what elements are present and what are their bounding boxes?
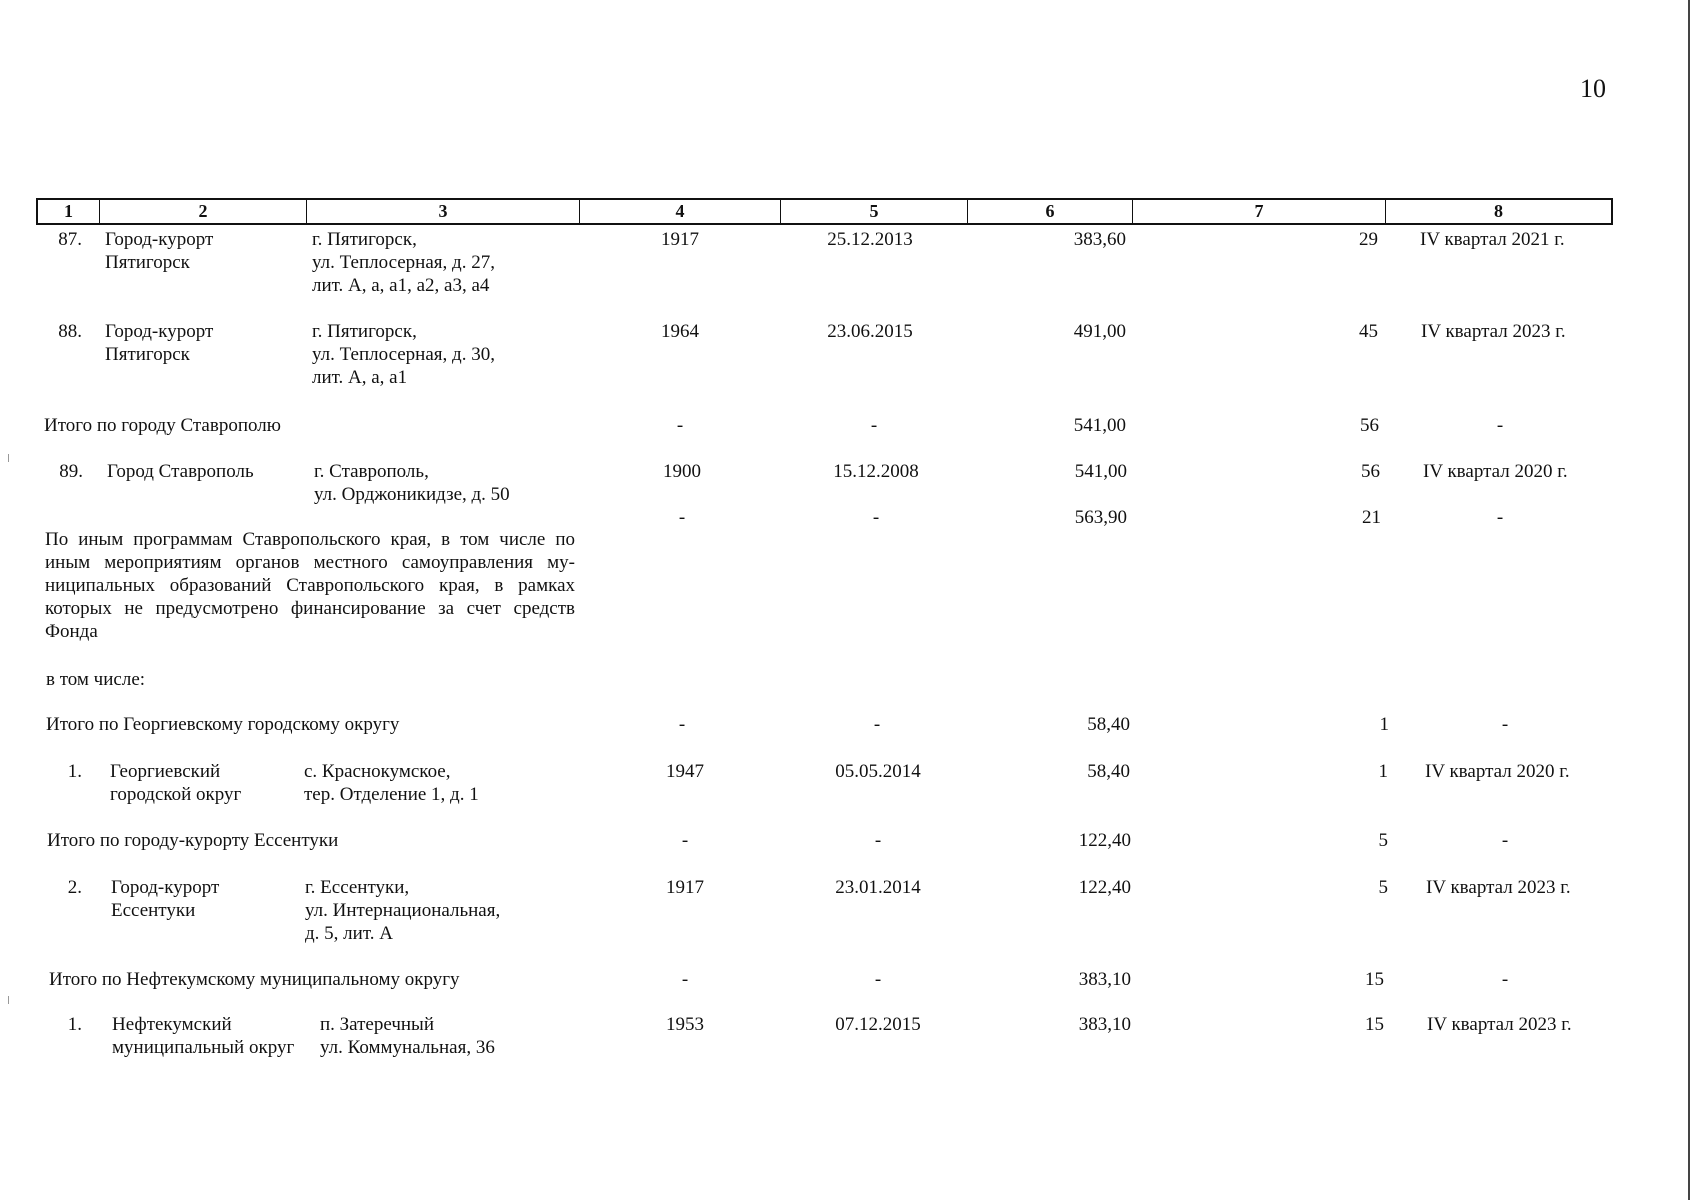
emergency-date: -: [874, 830, 882, 851]
address-line: г. Ессентуки,: [305, 877, 410, 898]
header-col-1: 1: [38, 200, 100, 223]
area-value: 122,40: [1078, 830, 1131, 851]
area-value: 383,10: [1078, 969, 1131, 990]
deadline: -: [1501, 969, 1509, 990]
municipality-line: муниципальный округ: [112, 1037, 295, 1058]
row-number: 87.: [58, 229, 82, 250]
table-header-row: [36, 198, 1613, 225]
including-label: в том числе:: [46, 669, 146, 690]
address-line: г. Пятигорск,: [312, 229, 417, 250]
header-col-3: 3: [307, 200, 580, 223]
municipality-line: Пятигорск: [105, 252, 190, 273]
emergency-date: -: [872, 507, 880, 528]
emergency-date: 07.12.2015: [835, 1014, 921, 1035]
subtotal-label: Итого по городу-курорту Ессентуки: [47, 830, 339, 851]
deadline: IV квартал 2023 г.: [1421, 321, 1566, 342]
municipality-line: Город-курорт: [105, 229, 214, 250]
address-line: д. 5, лит. А: [305, 923, 393, 944]
emergency-date: 23.01.2014: [835, 877, 921, 898]
header-col-4: 4: [580, 200, 781, 223]
area-value: 541,00: [1074, 461, 1127, 482]
address-line: ул. Теплосерная, д. 30,: [312, 344, 495, 365]
year-built: 1947: [666, 761, 704, 782]
deadline: -: [1496, 507, 1504, 528]
header-col-5: 5: [781, 200, 968, 223]
address-line: ул. Орджоникидзе, д. 50: [314, 484, 510, 505]
address-line: ул. Теплосерная, д. 27,: [312, 252, 495, 273]
deadline: IV квартал 2023 г.: [1427, 1014, 1572, 1035]
year-built: 1917: [666, 877, 704, 898]
municipality-line: Город-курорт: [105, 321, 214, 342]
area-value: 563,90: [1074, 507, 1127, 528]
row-number: 89.: [59, 461, 83, 482]
area-value: 383,60: [1073, 229, 1126, 250]
emergency-date: -: [873, 714, 881, 735]
year-built: 1964: [661, 321, 699, 342]
address-line: тер. Отделение 1, д. 1: [304, 784, 479, 805]
deadline: -: [1501, 830, 1509, 851]
area-value: 58,40: [1087, 714, 1130, 735]
municipality-line: Пятигорск: [105, 344, 190, 365]
header-col-8: 8: [1494, 201, 1503, 221]
year-built: -: [678, 507, 686, 528]
year-built: -: [681, 830, 689, 851]
row-number: 88.: [58, 321, 82, 342]
deadline: IV квартал 2023 г.: [1426, 877, 1571, 898]
page-number: 10: [1580, 74, 1606, 103]
municipality-line: Город-курорт: [111, 877, 220, 898]
header-col-7: 7: [1133, 200, 1386, 223]
row-number: 1.: [67, 761, 82, 782]
address-line: лит. А, а, а1: [312, 367, 408, 388]
people-count: 29: [1359, 229, 1378, 250]
row-number: 2.: [67, 877, 82, 898]
deadline: -: [1501, 714, 1509, 735]
subtotal-label: Итого по Нефтекумскому муниципальному округу: [49, 969, 460, 990]
header-col-2: 2: [100, 200, 307, 223]
address-line: г. Пятигорск,: [312, 321, 417, 342]
subtotal-label: Итого по Георгиевскому городскому округу: [46, 714, 400, 735]
area-value: 122,40: [1078, 877, 1131, 898]
people-count: 1: [1379, 714, 1389, 735]
deadline: IV квартал 2021 г.: [1420, 229, 1565, 250]
people-count: 15: [1365, 1014, 1384, 1035]
people-count: 5: [1378, 877, 1388, 898]
scan-mark: [8, 454, 9, 462]
people-count: 45: [1359, 321, 1378, 342]
header-col-6: 6: [968, 200, 1133, 223]
address-line: п. Затеречный: [320, 1014, 434, 1035]
address-line: ул. Интернациональная,: [305, 900, 501, 921]
deadline: IV квартал 2020 г.: [1423, 461, 1568, 482]
emergency-date: 25.12.2013: [827, 229, 913, 250]
municipality-line: Георгиевский: [110, 761, 221, 782]
area-value: 491,00: [1073, 321, 1126, 342]
people-count: 56: [1360, 415, 1379, 436]
emergency-date: 05.05.2014: [835, 761, 921, 782]
area-value: 383,10: [1078, 1014, 1131, 1035]
year-built: 1917: [661, 229, 699, 250]
emergency-date: -: [870, 415, 878, 436]
address-line: г. Ставрополь,: [314, 461, 429, 482]
municipality-line: городской округ: [110, 784, 242, 805]
people-count: 21: [1362, 507, 1381, 528]
year-built: -: [681, 969, 689, 990]
scan-edge-line: [1688, 0, 1690, 1200]
area-value: 541,00: [1073, 415, 1126, 436]
municipality-line: Нефтекумский: [112, 1014, 232, 1035]
emergency-date: 15.12.2008: [833, 461, 919, 482]
municipality-line: Город Ставрополь: [107, 461, 254, 482]
people-count: 5: [1378, 830, 1388, 851]
deadline: -: [1496, 415, 1504, 436]
people-count: 1: [1378, 761, 1388, 782]
year-built: -: [678, 714, 686, 735]
year-built: 1900: [663, 461, 701, 482]
emergency-date: -: [874, 969, 882, 990]
subtotal-label: Итого по городу Ставрополю: [44, 415, 281, 436]
municipality-line: Ессентуки: [111, 900, 196, 921]
scan-mark: [8, 996, 9, 1004]
year-built: -: [676, 415, 684, 436]
row-number: 1.: [67, 1014, 82, 1035]
emergency-date: 23.06.2015: [827, 321, 913, 342]
area-value: 58,40: [1087, 761, 1130, 782]
address-line: лит. А, а, а1, а2, а3, а4: [312, 275, 490, 296]
address-line: с. Краснокумское,: [304, 761, 451, 782]
people-count: 15: [1365, 969, 1384, 990]
other-programs-text: По иным программам Ставропольского края, в том числе по иным мероприятиям органов местного самоуправления му-ниципальных образований Ставропольского края, в рамках которых не предусмотрено финансирование за счет средств Фонда: [45, 529, 575, 642]
deadline: IV квартал 2020 г.: [1425, 761, 1570, 782]
people-count: 56: [1361, 461, 1380, 482]
year-built: 1953: [666, 1014, 704, 1035]
address-line: ул. Коммунальная, 36: [320, 1037, 495, 1058]
